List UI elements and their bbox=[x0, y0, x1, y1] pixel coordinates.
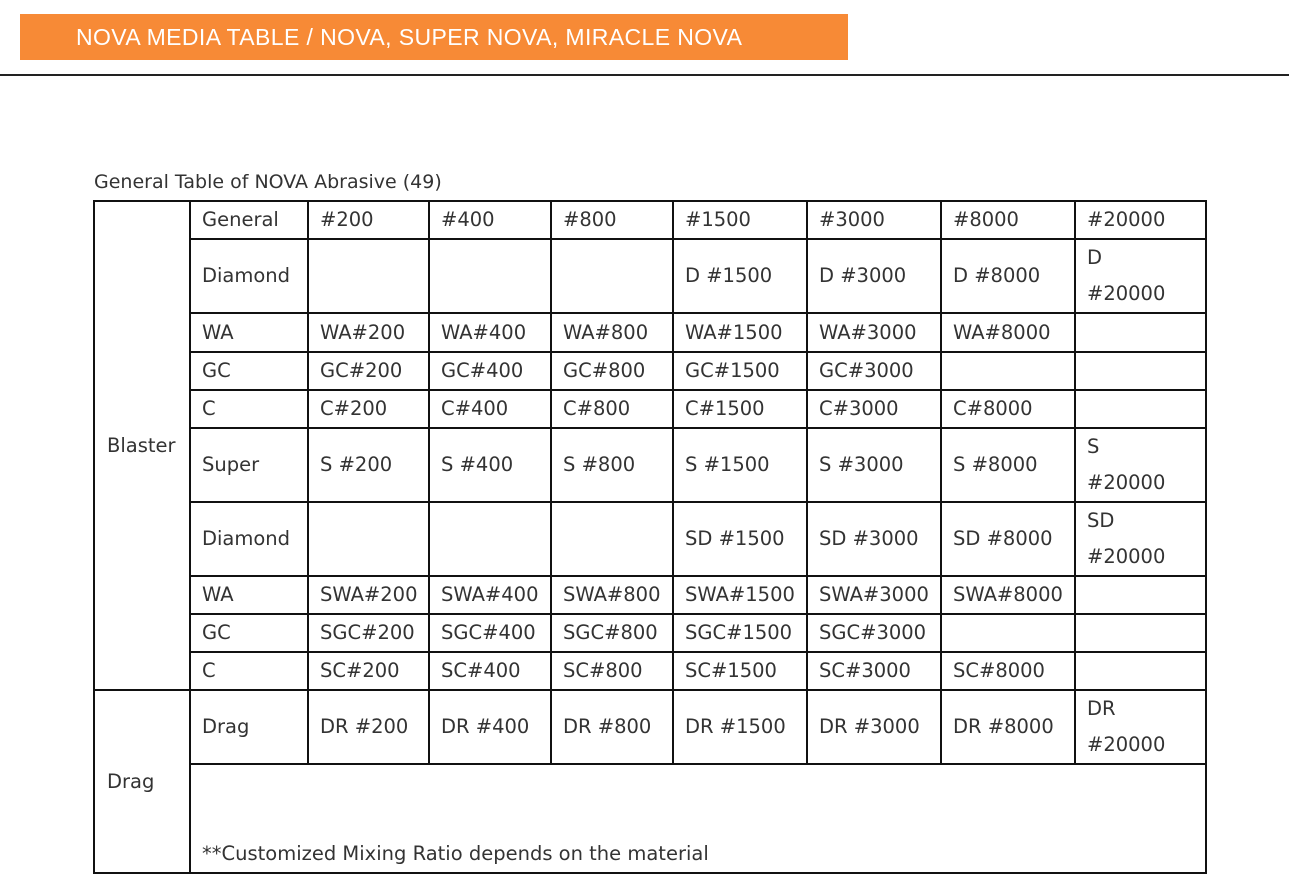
table-cell: SD #3000 bbox=[807, 502, 941, 576]
table-cell: S #3000 bbox=[807, 428, 941, 502]
table-cell: S #1500 bbox=[673, 428, 807, 502]
table-row bbox=[94, 764, 1206, 873]
table-cell: GC#400 bbox=[429, 352, 551, 390]
table-cell: SWA#200 bbox=[308, 576, 429, 614]
table-cell: D #20000 bbox=[1075, 239, 1206, 313]
table-cell: WA#1500 bbox=[673, 313, 807, 352]
table-cell: SC#3000 bbox=[807, 652, 941, 690]
table-cell: S #400 bbox=[429, 428, 551, 502]
table-cell: #20000 bbox=[1075, 201, 1206, 239]
table-cell: DR #200 bbox=[308, 690, 429, 764]
page-header-banner: NOVA MEDIA TABLE / NOVA, SUPER NOVA, MIRACLE NOVA bbox=[20, 14, 848, 60]
table-cell bbox=[429, 502, 551, 576]
row-label: General bbox=[190, 201, 308, 239]
table-cell: DR #1500 bbox=[673, 690, 807, 764]
table-cell: SGC#400 bbox=[429, 614, 551, 652]
table-cell: WA#8000 bbox=[941, 313, 1075, 352]
table-cell: C#1500 bbox=[673, 390, 807, 428]
table-cell: C#200 bbox=[308, 390, 429, 428]
row-label: Super bbox=[190, 428, 308, 502]
table-cell: SWA#8000 bbox=[941, 576, 1075, 614]
table-cell: SWA#3000 bbox=[807, 576, 941, 614]
table-row bbox=[94, 313, 1206, 352]
table-row bbox=[94, 390, 1206, 428]
table-cell: DR #400 bbox=[429, 690, 551, 764]
table-row bbox=[94, 502, 1206, 576]
table-row bbox=[94, 201, 1206, 239]
table-cell: WA#800 bbox=[551, 313, 673, 352]
table-cell: SGC#3000 bbox=[807, 614, 941, 652]
row-group-drag: Drag bbox=[94, 690, 190, 873]
table-cell: D #8000 bbox=[941, 239, 1075, 313]
table-cell bbox=[308, 239, 429, 313]
table-cell bbox=[429, 239, 551, 313]
table-cell: SWA#800 bbox=[551, 576, 673, 614]
table-cell: SC#400 bbox=[429, 652, 551, 690]
table-cell: #400 bbox=[429, 201, 551, 239]
table-cell bbox=[1075, 614, 1206, 652]
table-cell: DR #3000 bbox=[807, 690, 941, 764]
table-cell: SC#200 bbox=[308, 652, 429, 690]
table-cell: D #1500 bbox=[673, 239, 807, 313]
table-cell: C#400 bbox=[429, 390, 551, 428]
row-label: WA bbox=[190, 576, 308, 614]
table-cell: SGC#1500 bbox=[673, 614, 807, 652]
table-cell bbox=[1075, 576, 1206, 614]
table-cell: SD #20000 bbox=[1075, 502, 1206, 576]
table-cell: GC#1500 bbox=[673, 352, 807, 390]
table-cell bbox=[1075, 652, 1206, 690]
table-row bbox=[94, 239, 1206, 313]
table-cell: C#8000 bbox=[941, 390, 1075, 428]
table-caption: General Table of NOVA Abrasive (49) bbox=[94, 171, 442, 193]
table-cell: SC#800 bbox=[551, 652, 673, 690]
table-cell: C#800 bbox=[551, 390, 673, 428]
table-cell bbox=[941, 352, 1075, 390]
table-cell: SC#8000 bbox=[941, 652, 1075, 690]
table-cell: SWA#400 bbox=[429, 576, 551, 614]
table-cell bbox=[1075, 390, 1206, 428]
table-cell bbox=[1075, 352, 1206, 390]
table-cell: SD #1500 bbox=[673, 502, 807, 576]
table-row bbox=[94, 576, 1206, 614]
table-cell: #800 bbox=[551, 201, 673, 239]
row-label: Diamond bbox=[190, 239, 308, 313]
table-cell: C#3000 bbox=[807, 390, 941, 428]
table-cell: GC#800 bbox=[551, 352, 673, 390]
row-label: GC bbox=[190, 614, 308, 652]
table-cell bbox=[308, 502, 429, 576]
table-cell: S #20000 bbox=[1075, 428, 1206, 502]
table-cell: SWA#1500 bbox=[673, 576, 807, 614]
table-row bbox=[94, 690, 1206, 764]
table-cell: WA#3000 bbox=[807, 313, 941, 352]
table-cell bbox=[941, 614, 1075, 652]
table-cell: WA#200 bbox=[308, 313, 429, 352]
header-divider bbox=[0, 74, 1289, 76]
table-cell: #1500 bbox=[673, 201, 807, 239]
table-row bbox=[94, 428, 1206, 502]
table-cell: S #800 bbox=[551, 428, 673, 502]
table-cell: #8000 bbox=[941, 201, 1075, 239]
table-cell: S #200 bbox=[308, 428, 429, 502]
row-label: C bbox=[190, 652, 308, 690]
table-cell: GC#3000 bbox=[807, 352, 941, 390]
row-group-blaster: Blaster bbox=[94, 201, 190, 690]
table-cell: SC#1500 bbox=[673, 652, 807, 690]
row-label: GC bbox=[190, 352, 308, 390]
table-cell: DR #800 bbox=[551, 690, 673, 764]
table-row bbox=[94, 614, 1206, 652]
row-label: Diamond bbox=[190, 502, 308, 576]
table-cell: S #8000 bbox=[941, 428, 1075, 502]
table-cell: DR #8000 bbox=[941, 690, 1075, 764]
table-cell: DR #20000 bbox=[1075, 690, 1206, 764]
table-cell bbox=[1075, 313, 1206, 352]
table-cell: D #3000 bbox=[807, 239, 941, 313]
table-row bbox=[94, 652, 1206, 690]
row-label: C bbox=[190, 390, 308, 428]
row-label: WA bbox=[190, 313, 308, 352]
table-row bbox=[94, 352, 1206, 390]
table-cell bbox=[551, 502, 673, 576]
table-cell: #3000 bbox=[807, 201, 941, 239]
table-cell: GC#200 bbox=[308, 352, 429, 390]
row-label: Drag bbox=[190, 690, 308, 764]
abrasive-table-body bbox=[94, 201, 1206, 873]
table-cell: SD #8000 bbox=[941, 502, 1075, 576]
table-cell: SGC#800 bbox=[551, 614, 673, 652]
table-cell bbox=[551, 239, 673, 313]
table-cell: SGC#200 bbox=[308, 614, 429, 652]
abrasive-table bbox=[93, 200, 1207, 874]
table-cell: WA#400 bbox=[429, 313, 551, 352]
mixing-ratio-note: **Customized Mixing Ratio depends on the material bbox=[190, 764, 1206, 873]
table-cell: #200 bbox=[308, 201, 429, 239]
